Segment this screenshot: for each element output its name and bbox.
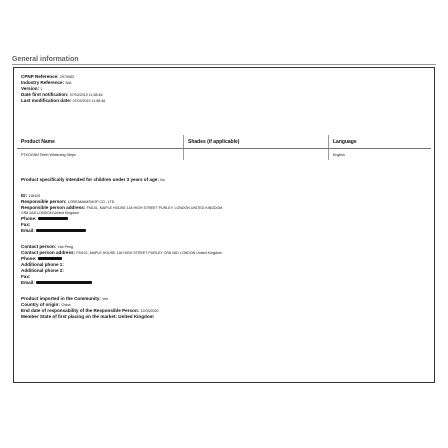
redaction-mark [36, 229, 86, 232]
table-row [17, 149, 431, 161]
table-header-row [17, 135, 431, 149]
children-under-3: Product specifically intended for children under 3 years of age: No [21, 177, 165, 182]
industry-reference: Industry Reference: N/A [21, 80, 72, 85]
redaction-mark [38, 257, 62, 260]
member-state-first-placing: Member State of first placing on the market: United Kingdom [21, 314, 154, 319]
contact-fax: Fax: [21, 274, 31, 279]
cell-language: English [333, 152, 345, 157]
title-divider [12, 64, 436, 65]
responsible-address: Responsible person address: FM101, MAPLE HOUSE 118 HIGH STREET PURLEY, LONDON UNITED KINGDOM [21, 205, 223, 210]
end-date-responsibility: End date of responsability of the Responsible Person: 12/03/2020 [21, 308, 159, 313]
responsible-phone: Phone: [21, 216, 68, 222]
contact-additional-phone-1: Additional phone 1: [21, 262, 64, 267]
imported-in-community: Product imported in the Community: Yes [21, 296, 109, 301]
general-info-panel [13, 67, 435, 383]
responsible-person: Responsible person: LOREAMAMSHOP CO., LTD [21, 199, 115, 204]
responsible-id: ID: 118425 [21, 193, 41, 198]
responsible-address-cont: CR8 2AD LONDON United Kingdom [21, 211, 80, 215]
contact-additional-phone-2: Additional phone 2: [21, 268, 64, 273]
section-title: General information [12, 56, 79, 63]
cell-product-name: PTKOONN Teeth Whitening Strips [17, 149, 184, 161]
redaction-mark [36, 281, 92, 284]
last-modification-date: Last modification date: 07/03/2019 11:58:46 [21, 98, 106, 103]
contact-address: Contact person address: FM101, MAPLE HOUSE 118 HIGH STREET PURLEY CR8 2AD LONDON United Kingdom [21, 250, 222, 255]
responsible-fax: Fax: [21, 222, 31, 227]
cell-shades [184, 149, 329, 161]
responsible-email: Email: [21, 228, 86, 234]
contact-phone: Phone: [21, 256, 62, 262]
country-of-origin: Country of origin: China [21, 302, 71, 307]
header-shades: Shades (if applicable) [184, 135, 329, 149]
header-language: Language [329, 135, 432, 149]
product-table [17, 135, 431, 160]
cpnp-reference: CPNP Reference: 2970983 [21, 74, 74, 79]
date-first-notification: Date first notification: 07/03/2019 11:58:46 [21, 92, 103, 97]
contact-person: Contact person: Yao Peng [21, 244, 74, 249]
header-product-name: Product Name [17, 135, 184, 149]
redaction-mark [38, 217, 68, 220]
version: Version: 1 [21, 86, 43, 91]
contact-email: Email: [21, 280, 92, 286]
